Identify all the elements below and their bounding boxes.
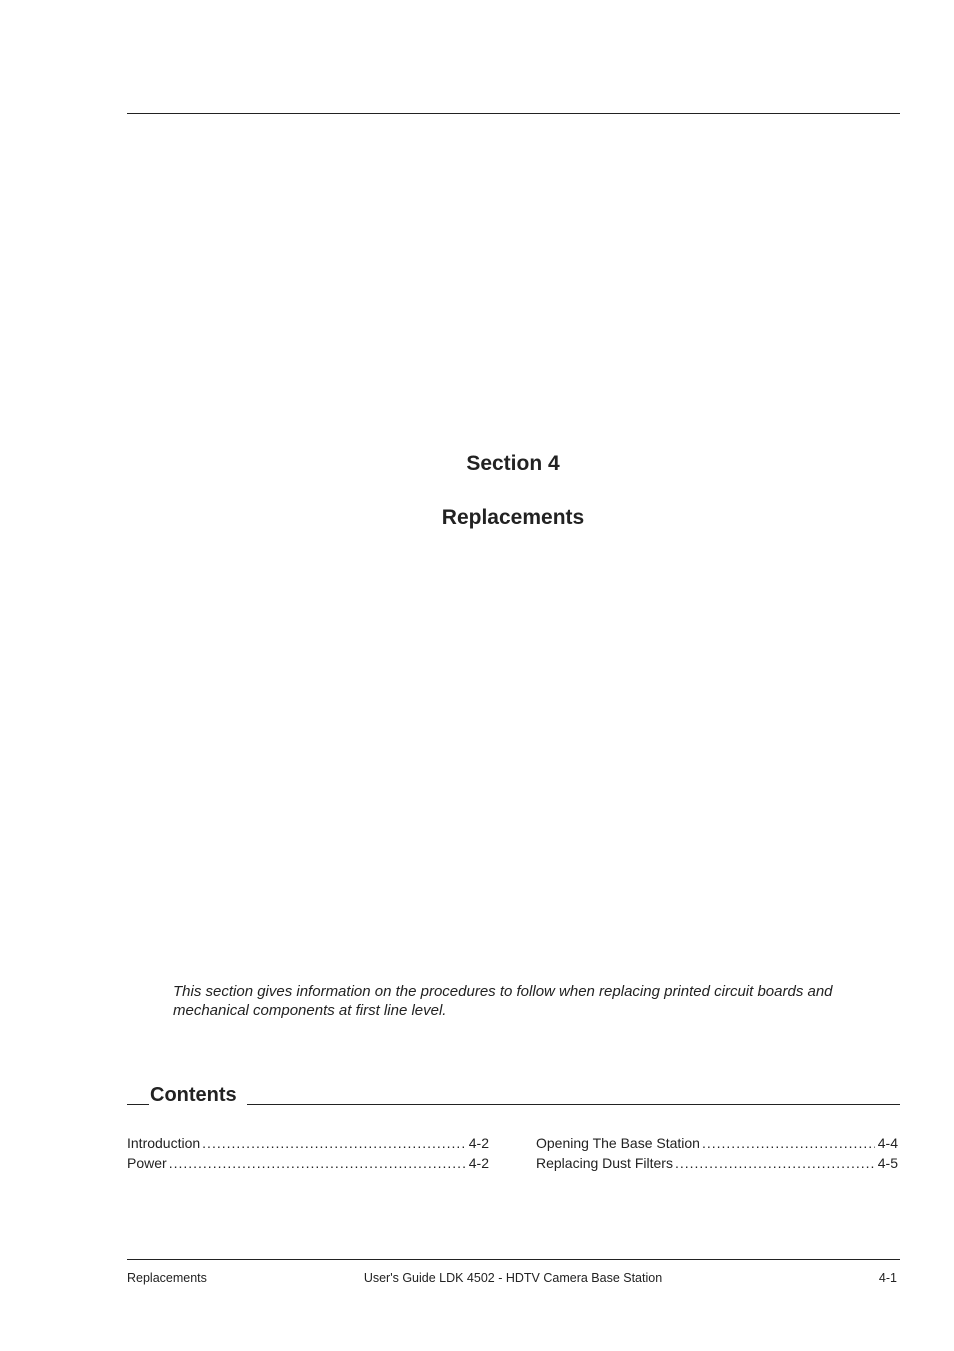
footer-document-title: User's Guide LDK 4502 - HDTV Camera Base Station — [363, 1271, 663, 1285]
toc-entry[interactable] — [127, 1134, 489, 1154]
contents-heading — [127, 1083, 900, 1105]
footer-page-number: 4-1 — [878, 1271, 897, 1285]
toc-right-column — [536, 1134, 898, 1173]
toc-entry-title: Introduction — [127, 1135, 201, 1151]
toc-left-column — [127, 1134, 489, 1173]
toc-leader-dots — [169, 1154, 466, 1174]
header-rule — [127, 113, 900, 114]
contents-lead-rule — [127, 1104, 149, 1105]
toc-leader-dots — [702, 1134, 875, 1154]
toc-leader-dots — [202, 1134, 466, 1154]
toc-leader-dots — [675, 1154, 875, 1174]
toc-entry-page: 4-5 — [877, 1154, 898, 1171]
contents-trail-rule — [247, 1104, 900, 1105]
section-number: Section 4 — [466, 452, 560, 475]
toc-entry-title: Power — [127, 1154, 167, 1171]
toc-entry-page: 4-4 — [877, 1135, 898, 1151]
toc-entry-page: 4-2 — [468, 1154, 489, 1171]
section-title: Replacements — [441, 506, 585, 529]
contents-heading-label: Contents — [150, 1084, 237, 1106]
toc-entry-page: 4-2 — [468, 1135, 489, 1151]
toc-entry[interactable] — [127, 1154, 489, 1174]
footer-rule — [127, 1259, 900, 1260]
intro-paragraph: This section gives information on the procedures to follow when replacing printed circuit boards and mechanical components at first line level. — [173, 983, 833, 1019]
toc-entry[interactable] — [536, 1154, 898, 1174]
toc-entry-title: Opening The Base Station — [536, 1135, 700, 1151]
toc-entry-title: Replacing Dust Filters — [536, 1154, 673, 1171]
toc-entry[interactable] — [536, 1134, 898, 1154]
footer-section-name: Replacements — [127, 1271, 207, 1285]
